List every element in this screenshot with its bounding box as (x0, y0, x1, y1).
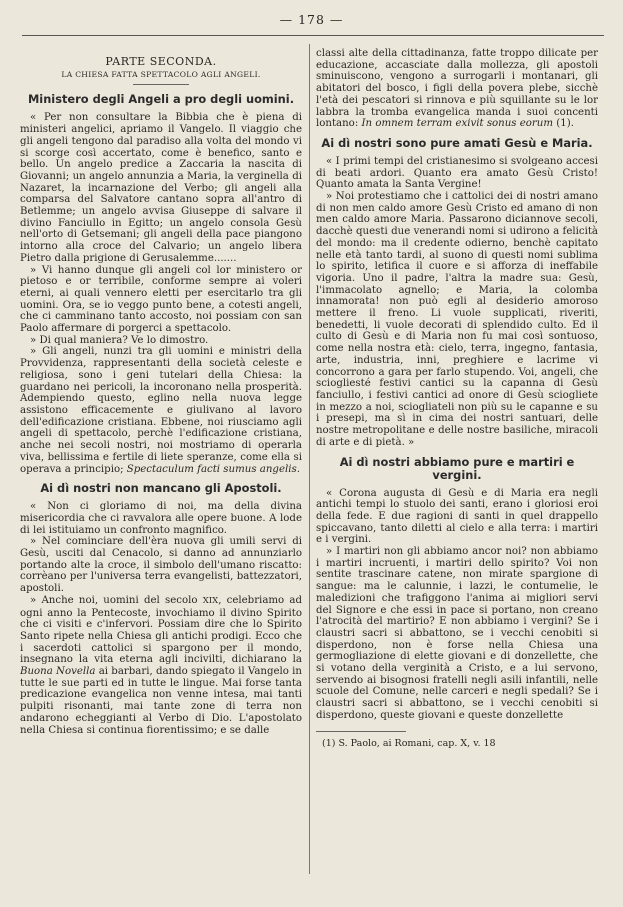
footnote: (1) S. Paolo, ai Romani, cap. X, v. 18 (322, 737, 496, 749)
paragraph: » Vi hanno dunque gli angeli col lor ministero or pietoso e or terribile, conforme sempre ai voleri eterni, ai quali vennero eletti per esercitarlo tra gli uomini. Ora, se io veggo punto bene, a cotesti angeli, che ci camminano tanto accosto, noi possiam con san Paolo affermare di porgerci a spettacolo. (20, 264, 302, 335)
section-heading-ministero: Ministero degli Angeli a pro degli uomini. (27, 92, 295, 107)
paragraph-text: , celebriamo ad ogni anno la Pentecoste, invochiamo il divino Spirito che ci visiti e c'infervori. Possiam dire che lo Spirito Santo ripete nella Chiesa gli antichi prodigi. Ecco che i sacerdoti cattolici si spargono per il mondo, insegnano la vita eterna agli incivilti, dichiarano la (20, 594, 303, 666)
paragraph: « Non ci gloriamo di noi, ma della divina misericordia che ci ravvalora alle opere buone. A lode di lei istituiamo un confronto magnifico. (20, 501, 302, 536)
latin-quote: Spectaculum facti sumus angelis. (126, 463, 300, 475)
footnote-ref: (1). (556, 118, 574, 130)
title-rule (133, 84, 189, 85)
section-heading-martiri: Ai dì nostri abbiamo pure e martiri e vergini. (339, 454, 575, 482)
paragraph: « I primi tempi del cristianesimo si svolgeano accesi di beati ardori. Quanto era amato Gesù Cristo! Quanto amata la Santa Vergine! (316, 155, 598, 191)
century-numeral: XIX (202, 595, 219, 606)
header-rule (22, 35, 604, 36)
paragraph: « Corona augusta di Gesù e di Maria era negli antichi tempi lo stuolo dei santi, erano i gloriosi eroi della fede. E due ragioni di santi in quel drappello spiccavano, tanto diletti al cielo e alla terra: i martiri e i vergini. (316, 487, 598, 546)
section-heading-apostoli: Ai dì nostri non mancano gli Apostoli. (40, 481, 282, 496)
paragraph: » Noi protestiamo che i cattolici dei di nostri amano di non men caldo amore Gesù Cristo ed amano di non men caldo amore Maria. Passarono diciannove secoli, dacchè questi due venerandi nomi si udirono a felicità del mondo: ma il credente odierno, benchè capitato nelle età tanto tardi, al suono di questi nomi sublima lo spirito, letifica il cuore e si afforza di ineffabile vigoria. Uno il padre, l'altra la madre sua: Gesù, l'immacolato agnello; e Maria, la colomba innamorata! non può egli al desiderio amoroso mettere il freno. Li vuole supplicati, riveriti, benedetti, li vuole decorati di splendido culto. Ed il culto di Gesù e di Maria non fu mai così sontuoso, come nella nostra età: cielo, terra, ingegno, fantasia, arte, industria, inni, preghiere e lacrime vi concorrono a gara per farlo stupendo. Voi, angeli, che sciogliesté festivi cantici su la capanna di Gesù fanciullo, i festivi cantici ad onore di Gesù sciogliete in mezzo a noi, sciogliateli non più su le capanne e su i presepi, ma sì in cima dei nostri santuari, delle nostre metropolitane e delle nostre basiliche, miracoli di arte e di pietà. » (316, 191, 598, 448)
paragraph (20, 346, 302, 475)
paragraph-text: » Anche noi, uomini del secolo (30, 594, 198, 606)
paragraph: « Per non consultare la Bibbia che è piena di ministeri angelici, apriamo il Vangelo. Il viaggio che gli angeli tengono dal paradiso alla volta del mondo vi si scorge così accertato, come è benefico, santo e bello. Un angelo predice a Zaccaria la nascita di Giovanni; un angelo annunzia a Maria, la verginella di Nazaret, la incarnazione del Verbo; gli angeli alla comparsa del Salvatore cantano sopra all'antro di Betlemme; un angelo avvisa Giuseppe di salvare il divino Fanciullo in Egitto; un angelo consola Gesù nell'orto di Getsemani; gli angeli della pace piangono intorno alla croce del Calvario; un angelo libera Pietro dalla prigione di Gerusalemme....... (20, 112, 302, 264)
paragraph-text: classi alte della cittadinanza, fatte troppo dilicate per educazione, accasciate dalla mollezza, gli apostoli sminuiscono, vengono a surrogarli i montanari, gli abitatori del bosco, i figli della povera plebe, sicchè l'età dei pescatori si rinnova e più squillante su le lor labbra la tromba evangelica manda i suoi concenti lontano: (316, 48, 598, 130)
latin-quote: In omnem terram exivit sonus eorum (361, 118, 554, 130)
paragraph: » Di qual maniera? Ve lo dimostro. (30, 334, 209, 346)
section-heading-gesu-maria: Ai dì nostri sono pure amati Gesù e Maria. (321, 135, 593, 150)
left-column (20, 48, 302, 736)
paragraph (20, 595, 302, 736)
part-subtitle: LA CHIESA FATTA SPETTACOLO AGLI ANGELI. (61, 69, 261, 79)
paragraph: » Nel cominciare dell'èra nuova gli umili servi di Gesù, usciti dal Cenacolo, si danno ad annunziarlo portando alte la croce, il simbolo dell'umano riscatto: corrèano per l'universa terra evangelisti, battezzatori, apostoli. (20, 536, 302, 595)
paragraph-continuation (316, 48, 598, 130)
footnote-rule (316, 731, 406, 732)
paragraph-text: » Gli angeli, nunzi tra gli uomini e ministri della Provvidenza, rappresentanti della società celeste e religiosa, sono i geni tutelari della Chiesa: la guardano nei pericoli, la incoronano nella prosperità. Adempiendo questo, eglino nella nuova legge assistono efficacemente e giulivano al lavoro dell'edificazione cristiana. Ebbene, noi riusciamo agli angeli di spettacolo, perchè l'edificazione cristiana, anche nei secoli nostri, noi mostriamo di operarla viva, bellissima e fertile di liete speranze, come ella si operava a principio; (20, 346, 302, 475)
page-number: — 178 — (279, 12, 344, 27)
paragraph-text: ai barbari, dando spiegato il Vangelo in tutte le sue parti ed in tutte le lingue. Mai forse tanta predicazione evangelica non venne intesa, mai tanti pulpiti risonanti, mai tante zone di terra non andarono echeggianti al Verbo di Dio. L'apostolato nella Chiesa si continua fiorentissimo; e se dalle (20, 666, 302, 736)
paragraph: » I martiri non gli abbiamo ancor noi? non abbiamo i martiri incruenti, i martiri dello spirito? Voi non sentite trascinare catene, non mirate spargione di sangue: ma le calunnie, i lazzi, le contumelie, le maledizioni che trafiggono l'anima ai migliori servi del Signore e che essi in pace si portano, non creano l'atrocità del martirio? E non abbiamo i vergini? Se i claustri sacri si abbattono, se i vecchi cenobiti si disperdono, non è forse nella Chiesa una germogliazione di elette giovani e di donzellette, che si votano della verginità a Cristo, e a lui servono, servendo ai bisognosi fratelli negli asili infantili, nelle scuole del Comune, nelle carceri e negli spedali? Se i claustri sacri si abbattono, se i vecchi cenobiti si disperdono, queste giovani e queste donzellette (316, 546, 598, 721)
italic-phrase: Buona Novella (20, 666, 96, 678)
column-divider (309, 44, 310, 874)
right-column (316, 48, 598, 749)
part-title: PARTE SECONDA. (105, 55, 217, 68)
